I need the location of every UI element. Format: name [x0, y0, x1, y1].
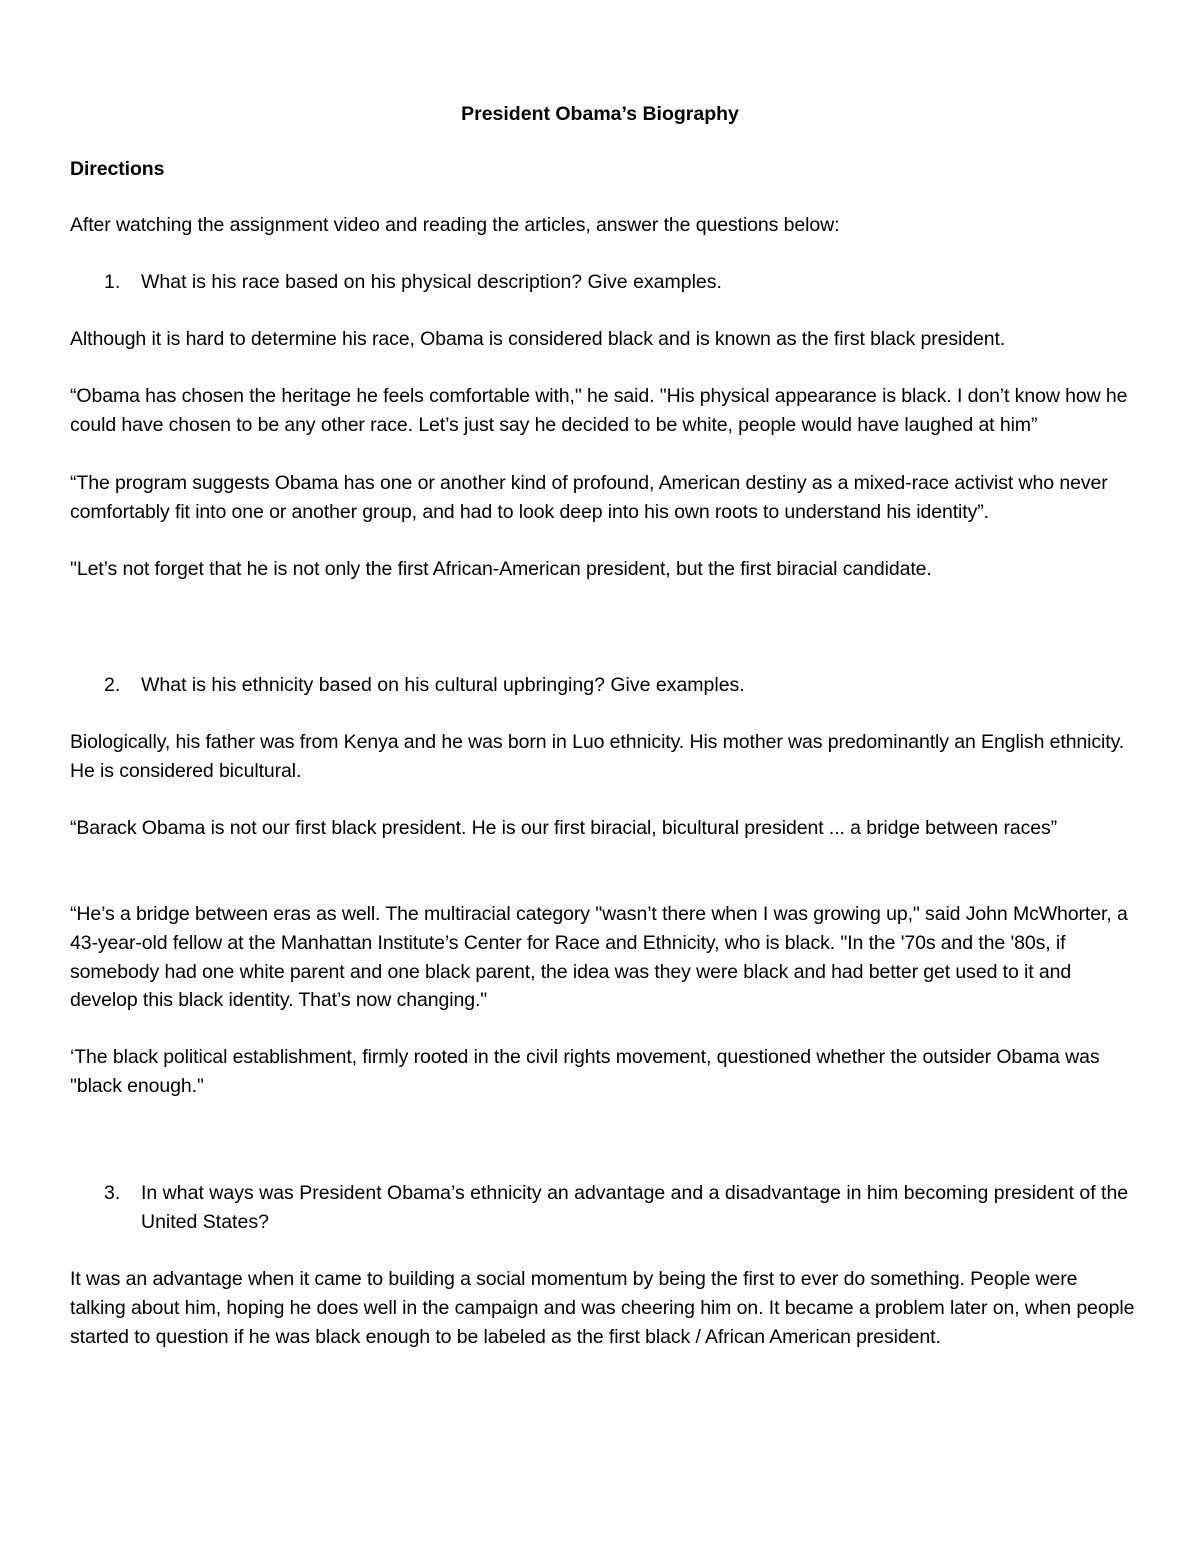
answer-paragraph: It was an advantage when it came to building a social momentum by being the first to ever do something. People were talking about him, hoping he does well in the campaign and was cheering him on. It became a problem later on, when people started to question if he was black enough to be labeled as the first black / African American president.	[70, 1268, 1135, 1348]
answer-quote: “Obama has chosen the heritage he feels comfortable with," he said. "His physical appearance is black. I don’t know how he could have chosen to be any other race. Let’s just say he decided to be white, people would have laughed at him”	[70, 385, 1128, 436]
question-1	[70, 268, 1135, 297]
directions-heading: Directions	[70, 158, 165, 180]
answer-quote: ‘The black political establishment, firmly rooted in the civil rights movement, questioned whether the outsider Obama was "black enough."	[70, 1046, 1100, 1097]
answer-quote: "Let’s not forget that he is not only the first African-American president, but the first biracial candidate.	[70, 558, 932, 580]
question-text: In what ways was President Obama’s ethnicity an advantage and a disadvantage in him becoming president of the United States?	[141, 1182, 1129, 1233]
question-number: 3.	[104, 1182, 121, 1204]
answer-paragraph: Although it is hard to determine his race, Obama is considered black and is known as the first black president.	[70, 328, 1006, 350]
answer-quote: “Barack Obama is not our first black president. He is our first biracial, bicultural president ... a bridge between races”	[70, 817, 1058, 839]
question-number: 2.	[104, 674, 121, 696]
question-text: What is his ethnicity based on his cultural upbringing? Give examples.	[141, 674, 745, 696]
question-text: What is his race based on his physical description? Give examples.	[141, 271, 722, 293]
directions-text: After watching the assignment video and reading the articles, answer the questions below:	[70, 214, 840, 236]
question-number: 1.	[104, 271, 121, 293]
document-title: President Obama’s Biography	[461, 103, 739, 125]
answer-quote: “He’s a bridge between eras as well. The multiracial category "wasn’t there when I was growing up," said John McWhorter, a 43-year-old fellow at the Manhattan Institute’s Center for Race and Ethnicity, who is black. "In the '70s and the '80s, if somebody had one white parent and one black parent, the idea was they were black and had better get used to it and develop this black identity. That’s now changing."	[70, 903, 1128, 1012]
answer-quote: “The program suggests Obama has one or another kind of profound, American destiny as a mixed-race activist who never comfortably fit into one or another group, and had to look deep into his own roots to understand his identity”.	[70, 472, 1108, 523]
answer-paragraph: Biologically, his father was from Kenya and he was born in Luo ethnicity. His mother was predominantly an English ethnicity. He is considered bicultural.	[70, 731, 1125, 782]
question-3	[70, 1179, 1135, 1237]
question-2	[70, 671, 1135, 700]
